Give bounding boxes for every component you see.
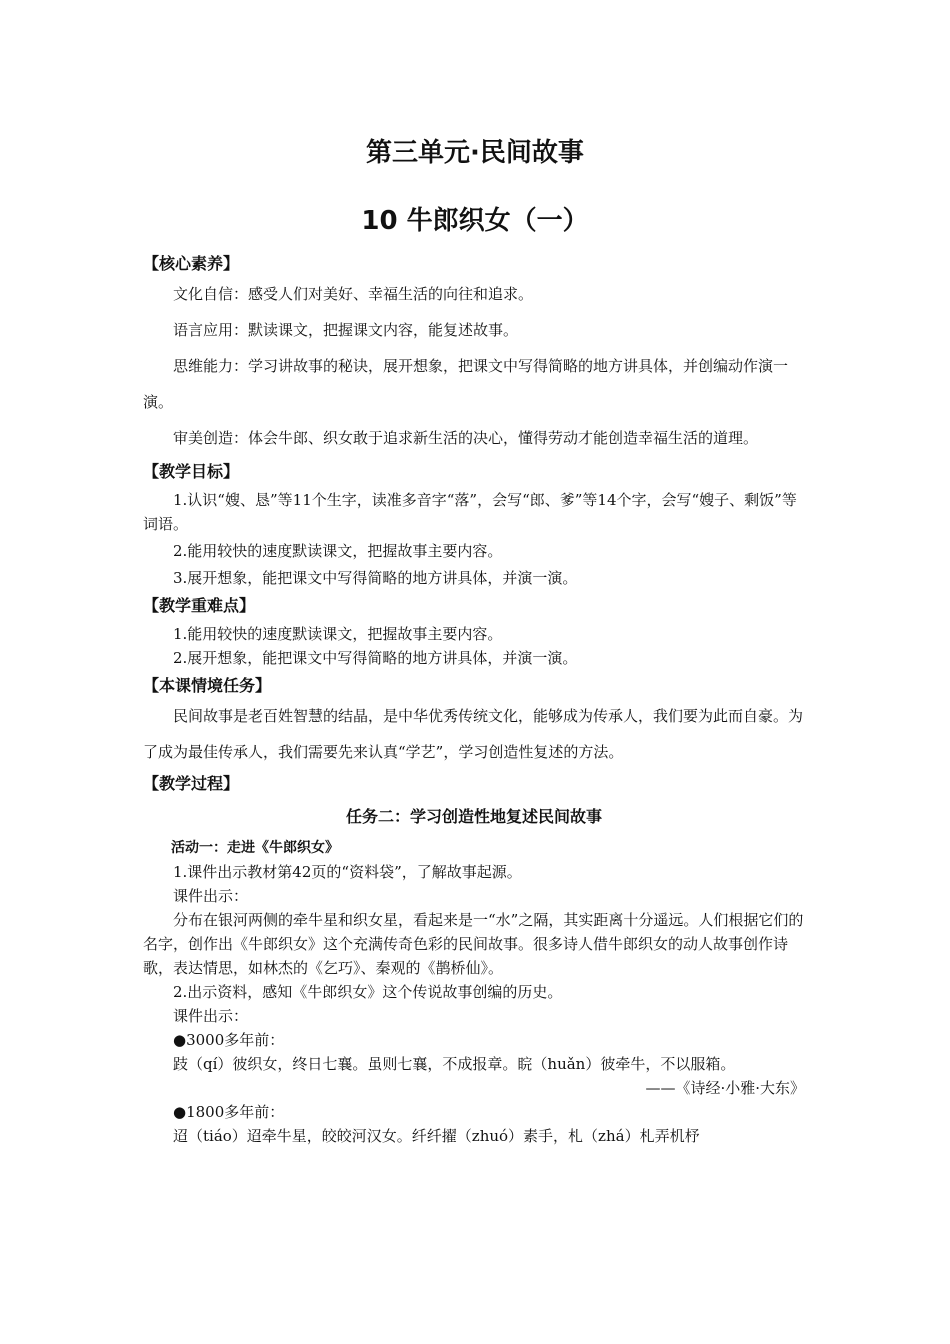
era-label: ●3000多年前： — [173, 1031, 285, 1049]
poem-source: ——《诗经·小雅·大东》 — [645, 1079, 805, 1097]
core-item: 思维能力：学习讲故事的秘诀，展开想象，把课文中写得简略的地方讲具体，并创编动作演一演。 — [143, 357, 789, 411]
era-label: ●1800多年前： — [173, 1103, 285, 1121]
core-item: 审美创造：体会牛郎、织女敢于追求新生活的决心，懂得劳动才能创造幸福生活的道理。 — [173, 429, 759, 447]
lesson-title: 10 牛郎织女（一） — [361, 206, 589, 236]
unit-title: 第三单元·民间故事 — [366, 138, 584, 168]
poem-text: 跂（qí）彼织女，终日七襄。虽则七襄，不成报章。睆（huǎn）彼牵牛，不以服箱。 — [173, 1055, 736, 1073]
section-heading-key-points: 【教学重难点】 — [143, 596, 256, 615]
goal-item: 1.认识“嫂、恳”等11个生字，读准多音字“落”，会写“郎、爹”等14个字，会写“嫂子、剩饭”等词语。 — [143, 491, 797, 533]
task-title: 任务二：学习创造性地复述民间故事 — [345, 807, 602, 826]
key-point-item: 1.能用较快的速度默读课文，把握故事主要内容。 — [173, 625, 503, 643]
document-body — [143, 252, 805, 1148]
section-heading-core: 【核心素养】 — [143, 254, 240, 273]
activity-title: 活动一：走进《牛郎织女》 — [171, 840, 339, 856]
slide-show-label: 课件出示： — [173, 887, 249, 905]
key-point-item: 2.展开想象，能把课文中写得简略的地方讲具体，并演一演。 — [173, 649, 578, 667]
core-item: 语言应用：默读课文，把握课文内容，能复述故事。 — [173, 321, 519, 339]
goal-item: 2.能用较快的速度默读课文，把握故事主要内容。 — [173, 542, 503, 560]
process-step: 1.课件出示教材第42页的“资料袋”，了解故事起源。 — [173, 863, 522, 881]
context-task-text: 民间故事是老百姓智慧的结晶，是中华优秀传统文化，能够成为传承人，我们要为此而自豪。为了成为最佳传承人，我们需要先来认真“学艺”，学习创造性复述的方法。 — [143, 707, 804, 761]
section-heading-context-task: 【本课情境任务】 — [143, 676, 272, 695]
core-item: 文化自信：感受人们对美好、幸福生活的向往和追求。 — [173, 285, 534, 303]
section-heading-process: 【教学过程】 — [143, 774, 240, 793]
process-step: 2.出示资料，感知《牛郎织女》这个传说故事创编的历史。 — [173, 983, 563, 1001]
slide-show-label: 课件出示： — [173, 1007, 249, 1025]
poem-text: 迢（tiáo）迢牵牛星，皎皎河汉女。纤纤擢（zhuó）素手，札（zhá）札弄机杼 — [173, 1127, 700, 1145]
slide-text: 分布在银河两侧的牵牛星和织女星，看起来是一“水”之隔，其实距离十分遥远。人们根据它们的名字，创作出《牛郎织女》这个充满传奇色彩的民间故事。很多诗人借牛郎织女的动人故事创作诗歌，表达情思，如林杰的《乞巧》、秦观的《鹊桥仙》。 — [143, 911, 804, 977]
goal-item: 3.展开想象，能把课文中写得简略的地方讲具体，并演一演。 — [173, 569, 578, 587]
section-heading-goals: 【教学目标】 — [143, 462, 240, 481]
